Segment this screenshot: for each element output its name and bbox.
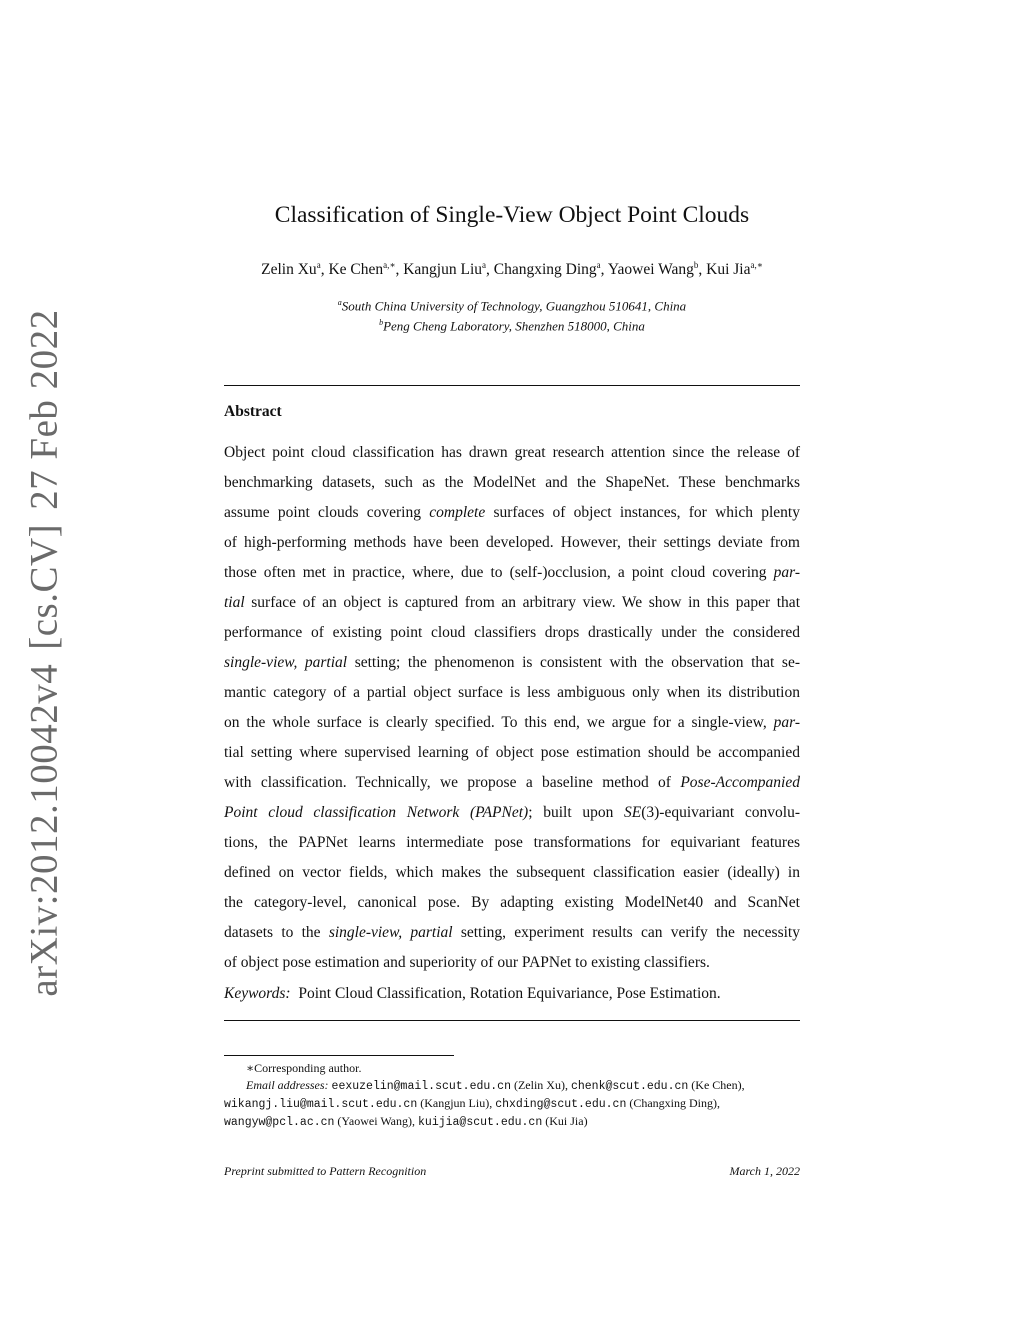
abstract-line: tial setting where supervised learning of object pose estimation should be accompanied (224, 744, 800, 761)
keywords-label: Keywords: (224, 985, 291, 1002)
email-link[interactable]: chxding@scut.edu.cn (495, 1098, 627, 1111)
affiliation-text: Peng Cheng Laboratory, Shenzhen 518000, China (383, 318, 645, 334)
email-link[interactable]: kuijia@scut.edu.cn (418, 1116, 543, 1129)
author-affiliation-mark: b (693, 260, 699, 270)
author-list: Zelin Xu$^a$, Ke Chen$^{a,∗}$, Kangjun Liu$^a$, Changxing Ding$^a$, Yaowei Wang$^b$, Kui Jia$^{a,∗}$ (261, 260, 763, 279)
author: Kui Jia (706, 261, 751, 279)
abstract-line: tions, the PAPNet learns intermediate pose transformations for equivariant features (224, 834, 800, 851)
abstract-line: Object point cloud classification has drawn great research attention since the release of (224, 444, 800, 461)
affiliation (0, 295, 1024, 315)
email-addresses: Email addresses: eexuzelin@mail.scut.edu.cn (Zelin Xu), chenk@scut.edu.cn (Ke Chen), (246, 1078, 745, 1093)
affiliation-mark: b (379, 317, 384, 327)
email-owner: (Kui Jia) (545, 1114, 588, 1128)
affiliation-text: South China University of Technology, Guangzhou 510641, China (341, 298, 687, 314)
author-affiliation-mark: a (316, 260, 321, 270)
page-footer (224, 1164, 800, 1179)
abstract-heading: Abstract (224, 403, 282, 420)
email-link[interactable]: chenk@scut.edu.cn (570, 1080, 689, 1093)
affiliation (0, 315, 1024, 335)
author-affiliation-mark: a (482, 260, 487, 270)
keywords (224, 985, 800, 1003)
affiliation-mark: a (337, 298, 342, 307)
abstract-bottom-rule (224, 1020, 800, 1021)
email-link[interactable]: eexuzelin@mail.scut.edu.cn (331, 1080, 511, 1093)
email-addresses-cont: wikangj.liu@mail.scut.edu.cn (Kangjun Liu), chxding@scut.edu.cn (Changxing Ding), (224, 1096, 720, 1111)
arxiv-id: arXiv:2012.10042v4 (22, 663, 66, 997)
author: Changxing Ding (493, 261, 597, 279)
arxiv-stamp (22, 295, 67, 996)
abstract-top-rule (224, 385, 800, 386)
abstract-line: with classification. Technically, we propose a baseline method of Pose-Accompanied (224, 774, 800, 791)
footnote-rule (224, 1055, 454, 1056)
abstract-line: mantic category of a partial object surface is less ambiguous only when its distribution (224, 684, 800, 701)
corresponding-author-note: ∗Corresponding author. (246, 1061, 362, 1075)
footnotes (224, 1060, 800, 1131)
author: Zelin Xu (261, 261, 317, 279)
abstract-line: those often met in practice, where, due to (self-)occlusion, a point cloud covering par- (224, 564, 800, 581)
paper-title: Classification of Single-View Object Point Clouds (274, 202, 750, 228)
author: Yaowei Wang (607, 261, 694, 279)
email-link[interactable]: wikangj.liu@mail.scut.edu.cn (224, 1098, 418, 1111)
email-owner: (Zelin Xu) (513, 1078, 565, 1092)
abstract-line: benchmarking datasets, such as the ModelNet and the ShapeNet. These benchmarks (224, 474, 800, 491)
abstract-line: datasets to the single-view, partial setting, experiment results can verify the necessity (224, 924, 800, 941)
arxiv-date: 27 Feb 2022 (22, 309, 66, 510)
keywords-text: Point Cloud Classification, Rotation Equivariance, Pose Estimation. (298, 985, 721, 1002)
author: Ke Chen (328, 261, 384, 279)
abstract-body (224, 438, 800, 978)
abstract-line: on the whole surface is clearly specified. To this end, we argue for a single-view, par- (224, 714, 800, 731)
email-owner: (Kangjun Liu) (420, 1096, 490, 1110)
email-owner: (Yaowei Wang) (337, 1114, 413, 1128)
abstract-line: defined on vector fields, which makes the subsequent classification easier (ideally) in (224, 864, 800, 881)
abstract-line: tial surface of an object is captured from an arbitrary view. We show in this paper that (224, 594, 800, 611)
email-owner: (Changxing Ding) (629, 1096, 717, 1110)
arxiv-category: [cs.CV] (22, 523, 66, 650)
author-affiliation-mark: a,∗ (383, 260, 396, 270)
abstract-line: performance of existing point cloud classifiers drops drastically under the considered (224, 624, 800, 641)
preprint-note: Preprint submitted to Pattern Recognition (224, 1164, 427, 1178)
email-addresses-cont: wangyw@pcl.ac.cn (Yaowei Wang), kuijia@scut.edu.cn (Kui Jia) (224, 1114, 588, 1129)
abstract-line: Point cloud classification Network (PAPNet); built upon SE(3)-equivariant convolu- (224, 804, 800, 821)
affiliations (0, 295, 1024, 335)
author-affiliation-mark: a (596, 260, 601, 270)
abstract-line: of object pose estimation and superiority of our PAPNet to existing classifiers. (224, 954, 710, 971)
abstract-line: assume point clouds covering complete surfaces of object instances, for which plenty (224, 504, 800, 521)
abstract-line: single-view, partial setting; the phenomenon is consistent with the observation that se- (224, 654, 800, 671)
author: Kangjun Liu (403, 261, 483, 279)
preprint-date: March 1, 2022 (729, 1164, 800, 1178)
email-label: Email addresses: (246, 1078, 329, 1092)
abstract-line: the category-level, canonical pose. By adapting existing ModelNet40 and ScanNet (224, 894, 800, 911)
email-owner: (Ke Chen) (691, 1078, 742, 1092)
email-link[interactable]: wangyw@pcl.ac.cn (224, 1116, 335, 1129)
author-affiliation-mark: a,∗ (750, 260, 763, 270)
abstract-line: of high-performing methods have been developed. However, their settings deviate from (224, 534, 800, 551)
